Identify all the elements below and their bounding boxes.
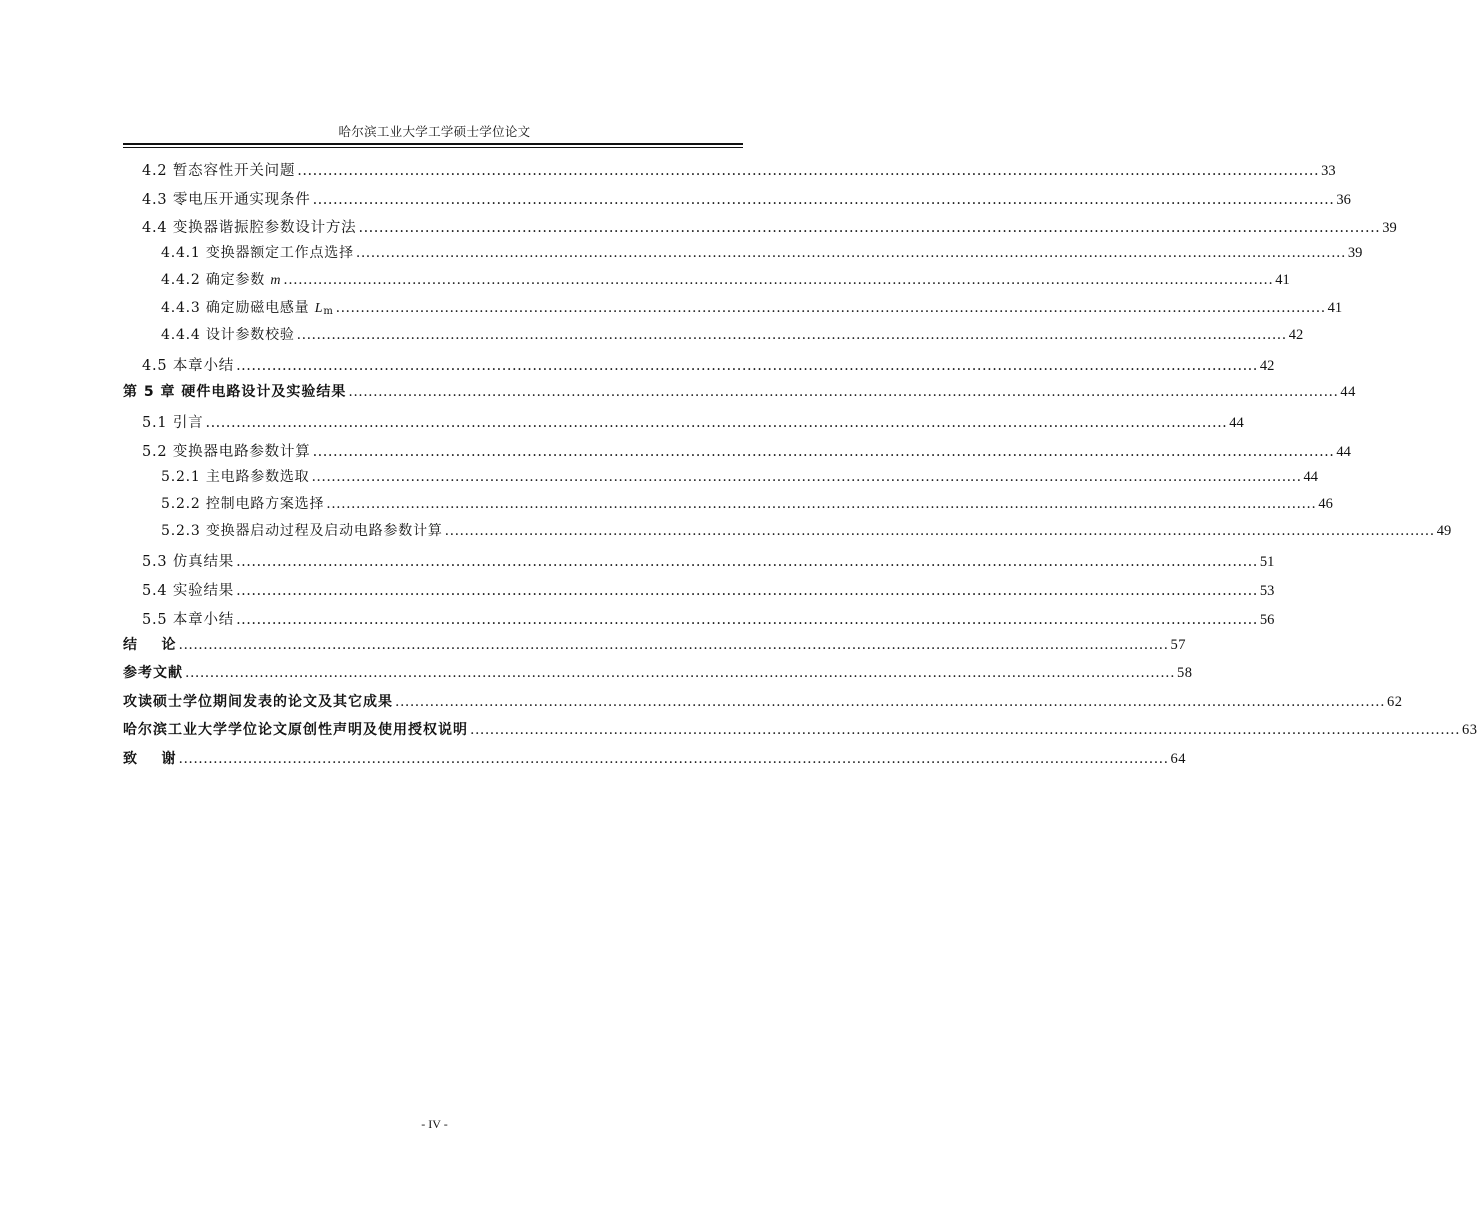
toc-entry-label: 5.2.2 控制电路方案选择 — [161, 496, 325, 512]
toc-leader-dots: ........................................................................................................................................................................................................ — [236, 612, 1258, 628]
toc-chapter-entry[interactable] — [123, 749, 1187, 769]
toc-entry-page: 36 — [1336, 192, 1351, 208]
toc-entry-page: 39 — [1382, 220, 1397, 236]
toc-chapter-entry[interactable] — [123, 720, 1478, 740]
toc-entry-page: 63 — [1462, 722, 1478, 738]
toc-entry-page: 49 — [1436, 523, 1452, 539]
toc-entry-label: 4.2 暂态容性开关问题 — [142, 163, 296, 179]
toc-leader-dots: ........................................................................................................................................................................................................ — [470, 722, 1461, 738]
toc-entry-label-text: 4.4.2 确定参数 — [161, 272, 271, 288]
toc-entry[interactable] — [142, 218, 1397, 238]
toc-chapter-entry[interactable] — [123, 692, 1403, 712]
toc-entry-page: 41 — [1327, 300, 1343, 316]
toc-leader-dots: ........................................................................................................................................................................................................ — [236, 583, 1258, 599]
toc-entry[interactable] — [142, 442, 1351, 462]
header-rule-thin — [123, 147, 743, 148]
toc-entry-label: 攻读硕士学位期间发表的论文及其它成果 — [123, 694, 393, 710]
toc-leader-dots: ........................................................................................................................................................................................................ — [395, 694, 1386, 710]
toc-entry[interactable] — [142, 356, 1275, 376]
math-subscript-m: m — [323, 306, 334, 317]
toc-leader-dots: ........................................................................................................................................................................................................ — [355, 245, 1346, 261]
toc-entry[interactable] — [161, 494, 1333, 514]
toc-entry-page: 33 — [1321, 163, 1336, 179]
math-symbol-m: m — [270, 273, 282, 288]
toc-chapter-entry[interactable] — [123, 663, 1193, 683]
toc-entry-label: 5.2.3 变换器启动过程及启动电路参数计算 — [161, 523, 443, 539]
toc-entry-label — [161, 270, 281, 291]
toc-entry-label: 5.2.1 主电路参数选取 — [161, 469, 310, 485]
toc-entry-label: 4.4.1 变换器额定工作点选择 — [161, 245, 354, 261]
toc-leader-dots: ........................................................................................................................................................................................................ — [236, 554, 1258, 570]
toc-entry-label — [161, 298, 334, 322]
toc-leader-dots: ........................................................................................................................................................................................................ — [178, 751, 1169, 767]
toc-entry-label: 4.4 变换器谐振腔参数设计方法 — [142, 220, 357, 236]
toc-entry-page: 41 — [1275, 272, 1290, 288]
toc-leader-dots: ........................................................................................................................................................................................................ — [283, 272, 1274, 288]
toc-entry-label: 5.4 实验结果 — [142, 583, 235, 599]
toc-leader-dots: ........................................................................................................................................................................................................ — [185, 665, 1176, 681]
toc-entry-label: 5.1 引言 — [142, 415, 204, 431]
toc-leader-dots: ........................................................................................................................................................................................................ — [312, 192, 1335, 208]
toc-entry-page: 44 — [1336, 444, 1351, 460]
toc-entry-page: 51 — [1259, 554, 1275, 570]
toc-entry-label-text: 4.4.3 确定励磁电感量 — [161, 300, 315, 316]
toc-entry[interactable] — [161, 467, 1319, 487]
toc-entry[interactable] — [161, 270, 1290, 290]
toc-entry-label: 结 论 — [123, 637, 177, 653]
toc-entry[interactable] — [142, 552, 1275, 572]
toc-entry[interactable] — [142, 413, 1244, 433]
toc-entry-page: 62 — [1387, 694, 1403, 710]
toc-entry-label: 第 5 章 硬件电路设计及实验结果 — [123, 384, 347, 400]
toc-leader-dots: ........................................................................................................................................................................................................ — [358, 220, 1381, 236]
toc-leader-dots: ........................................................................................................................................................................................................ — [444, 523, 1435, 539]
toc-entry-label: 4.3 零电压开通实现条件 — [142, 192, 311, 208]
math-symbol-L: L — [314, 301, 324, 316]
toc-entry-page: 64 — [1170, 751, 1187, 767]
toc-entry-label: 5.3 仿真结果 — [142, 554, 235, 570]
header-rule-thick — [123, 143, 743, 145]
toc-leader-dots: ........................................................................................................................................................................................................ — [312, 444, 1335, 460]
toc-leader-dots: ........................................................................................................................................................................................................ — [335, 300, 1326, 316]
toc-entry-page: 57 — [1170, 637, 1187, 653]
toc-entry-page: 44 — [1229, 415, 1244, 431]
toc-leader-dots: ........................................................................................................................................................................................................ — [205, 415, 1228, 431]
toc-entry-label: 致 谢 — [123, 751, 177, 767]
toc-entry[interactable] — [142, 161, 1336, 181]
toc-entry-label: 参考文献 — [123, 665, 183, 681]
toc-leader-dots: ........................................................................................................................................................................................................ — [348, 384, 1339, 400]
toc-leader-dots: ........................................................................................................................................................................................................ — [236, 358, 1258, 374]
toc-entry[interactable] — [142, 581, 1275, 601]
toc-chapter-entry[interactable] — [123, 635, 1187, 655]
page-number-footer: - IV - — [421, 1117, 448, 1131]
toc-entry-label: 哈尔滨工业大学学位论文原创性声明及使用授权说明 — [123, 722, 468, 738]
toc-leader-dots: ........................................................................................................................................................................................................ — [326, 496, 1317, 512]
toc-leader-dots: ........................................................................................................................................................................................................ — [297, 163, 1320, 179]
toc-leader-dots: ........................................................................................................................................................................................................ — [178, 637, 1169, 653]
running-header: 哈尔滨工业大学工学硕士学位论文 — [338, 124, 531, 139]
toc-entry-label: 4.4.4 设计参数校验 — [161, 327, 295, 343]
toc-entry-page: 42 — [1288, 327, 1304, 343]
toc-entry-page: 44 — [1340, 384, 1356, 400]
toc-chapter-entry[interactable] — [123, 382, 1356, 402]
toc-entry-page: 56 — [1259, 612, 1275, 628]
toc-entry[interactable] — [161, 325, 1304, 345]
toc-entry-page: 39 — [1347, 245, 1363, 261]
toc-entry-page: 58 — [1177, 665, 1193, 681]
toc-entry-page: 42 — [1259, 358, 1275, 374]
toc-entry[interactable] — [161, 521, 1452, 541]
toc-leader-dots: ........................................................................................................................................................................................................ — [311, 469, 1302, 485]
toc-entry-label: 5.2 变换器电路参数计算 — [142, 444, 311, 460]
toc-entry[interactable] — [142, 610, 1275, 630]
toc-entry[interactable] — [161, 243, 1363, 263]
toc-entry-page: 46 — [1318, 496, 1333, 512]
toc-leader-dots: ........................................................................................................................................................................................................ — [296, 327, 1287, 343]
toc-entry-page: 53 — [1259, 583, 1275, 599]
toc-entry-label: 5.5 本章小结 — [142, 612, 235, 628]
toc-entry-label: 4.5 本章小结 — [142, 358, 235, 374]
toc-entry[interactable] — [142, 190, 1351, 210]
toc-entry-page: 44 — [1303, 469, 1319, 485]
toc-entry[interactable] — [161, 298, 1343, 318]
